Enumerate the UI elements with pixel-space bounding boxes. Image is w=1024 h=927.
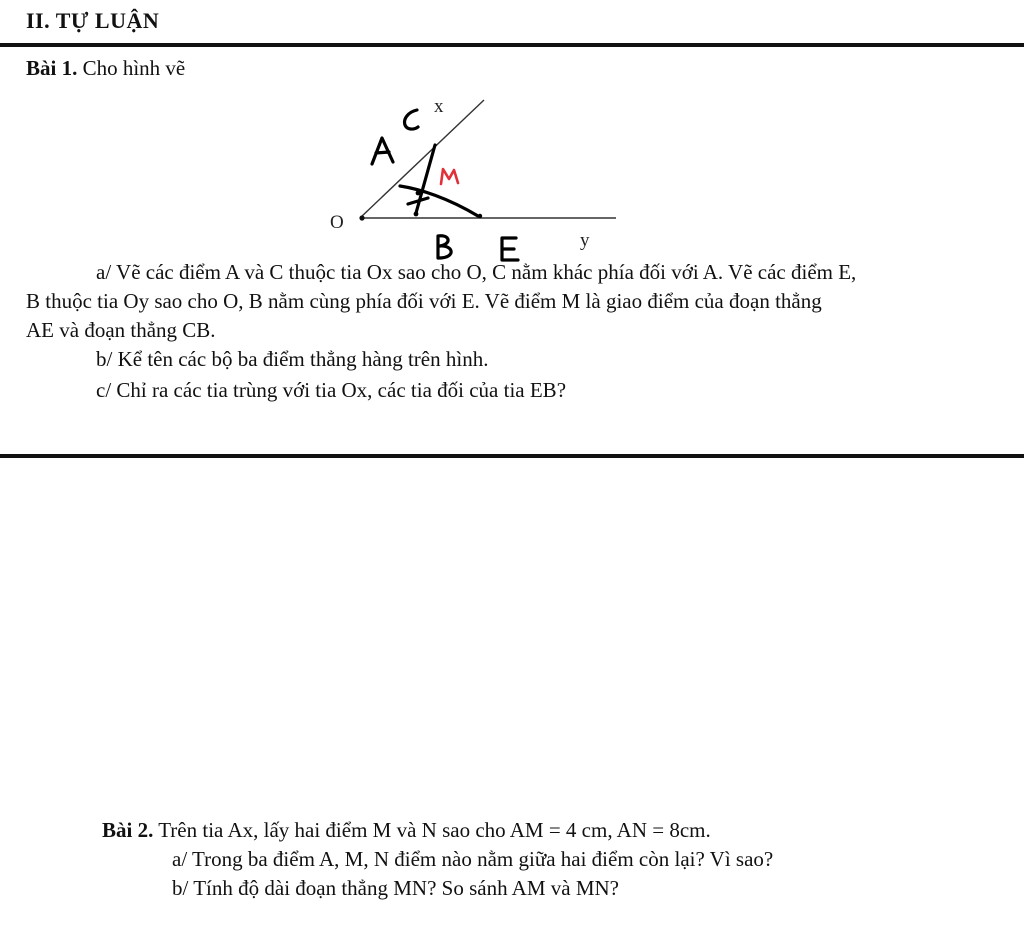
bai1-heading bbox=[26, 56, 185, 81]
bai2-statement bbox=[102, 816, 711, 845]
hand-point-e bbox=[478, 214, 482, 218]
bai2-part-a: a/ Trong ba điểm A, M, N điểm nào nằm giữa hai điểm còn lại? Vì sao? bbox=[172, 847, 774, 871]
hand-letter-m bbox=[441, 169, 458, 184]
label-o: O bbox=[330, 212, 344, 233]
bai1-a-line1: a/ Vẽ các điểm A và C thuộc tia Ox sao cho O, C nằm khác phía đối với A. Vẽ các điểm E, bbox=[96, 260, 857, 284]
bai2-label: Bài 2. bbox=[102, 818, 154, 842]
section-title: II. TỰ LUẬN bbox=[26, 8, 160, 33]
bai1-part-a bbox=[26, 258, 1024, 345]
middle-divider bbox=[0, 454, 1024, 458]
bai1-part-b: b/ Kể tên các bộ ba điểm thẳng hàng trên hình. bbox=[96, 347, 489, 371]
hand-letter-e bbox=[502, 238, 518, 260]
bai1-a-line3: AE và đoạn thẳng CB. bbox=[26, 318, 216, 342]
hand-point-b bbox=[414, 212, 419, 217]
label-y: y bbox=[580, 230, 590, 251]
hand-letter-b bbox=[438, 236, 451, 258]
label-x: x bbox=[434, 96, 444, 117]
hand-letter-a bbox=[372, 138, 393, 164]
hand-segment-ae bbox=[400, 186, 478, 216]
hand-point-m bbox=[416, 191, 421, 196]
bai2-part-b: b/ Tính độ dài đoạn thẳng MN? So sánh AM và MN? bbox=[172, 876, 619, 900]
geometry-figure bbox=[320, 92, 630, 267]
hand-letter-c bbox=[405, 110, 418, 129]
point-o-dot bbox=[359, 215, 364, 220]
bai1-part-c: c/ Chỉ ra các tia trùng với tia Ox, các tia đối của tia EB? bbox=[96, 378, 567, 402]
top-divider bbox=[0, 43, 1024, 47]
bai1-a-line2: B thuộc tia Oy sao cho O, B nằm cùng phía đối với E. Vẽ điểm M là giao điểm của đoạn thẳng bbox=[26, 289, 822, 313]
bai2-text: Trên tia Ax, lấy hai điểm M và N sao cho AM = 4 cm, AN = 8cm. bbox=[153, 818, 711, 842]
bai1-intro: Cho hình vẽ bbox=[77, 56, 186, 80]
bai1-label: Bài 1. bbox=[26, 56, 78, 80]
